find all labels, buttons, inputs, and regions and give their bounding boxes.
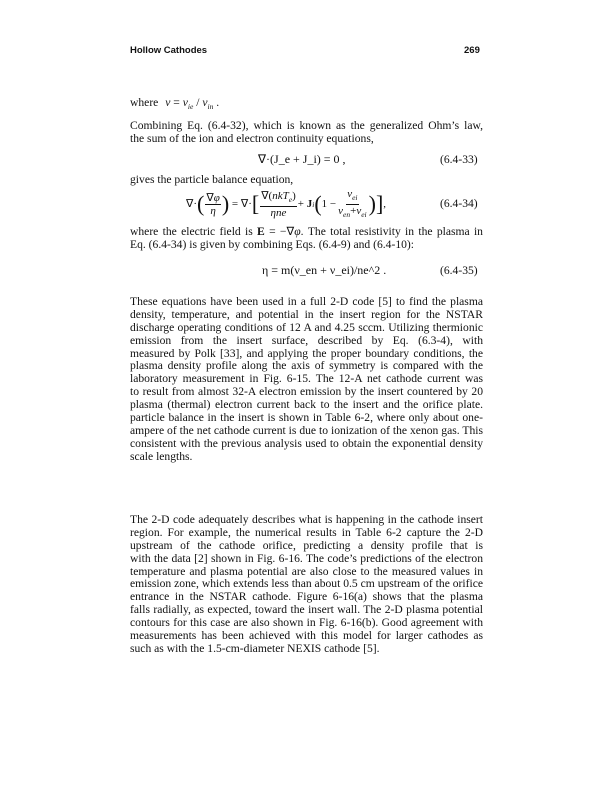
paragraph-2d-code-results	[130, 296, 483, 464]
ohm-paragraph	[130, 120, 483, 146]
text-line: plasma density profile along the axis of symmetry is compared with the	[130, 360, 483, 373]
text-line: where the electric field is E = −∇φ. The total resistivity in the plasma in	[130, 226, 483, 238]
text-line: such as with the 1.5-cm-diameter NEXIS cathode [5].	[130, 642, 380, 655]
equation-6-4-33: ∇·(J_e + J_i) = 0 ,	[258, 152, 346, 166]
gives-line: gives the particle balance equation,	[130, 173, 294, 186]
text-line: with the data [2] shown in Fig. 6-16. The code’s predictions of the electron	[130, 552, 483, 565]
text-line: to result from almost 32-A electron emission by the insert countered by 20	[130, 386, 483, 399]
equation-number: (6.4-35)	[440, 264, 478, 277]
text-line: region. For example, the numerical results in Table 6-2 capture the 2-D	[130, 526, 483, 539]
text-line: The 2-D code adequately describes what is happening in the cathode insert	[130, 514, 483, 526]
text-fragment: . The total resistivity in the plasma in	[300, 226, 483, 238]
text-line: particle balance in the insert is shown in Table 6-2, where only about one-	[130, 412, 483, 425]
text-line: temperature and plasma potential are also close to the measured values in	[130, 565, 483, 578]
text-line: Eq. (6.4-34) is given by combining Eqs. (6.4-9) and (6.4-10):	[130, 238, 414, 251]
text-line: ampere of the net cathode current is due to ionization of the xenon gas. This	[130, 424, 483, 437]
running-header-title: Hollow Cathodes	[130, 45, 208, 56]
text-line: scale lengths.	[130, 450, 193, 463]
text-line: These equations have been used in a full 2-D code [5] to find the plasma	[130, 296, 483, 308]
equation-number: (6.4-34)	[440, 197, 478, 210]
text-line: laboratory measurement in Fig. 6-15. The 12-A net cathode current was	[130, 373, 483, 386]
where-nu-line	[130, 96, 483, 113]
text-line: entrance in the NSTAR cathode. Figure 6-16(a) shows that the plasma	[130, 591, 483, 604]
page-number: 269	[464, 45, 480, 56]
text-line: consistent with the previous analysis used to obtain the exponential density	[130, 437, 483, 450]
text-line: plasma (thermal) electron current back to the insert and the orifice plate.	[130, 399, 483, 412]
paragraph-2d-code-description	[130, 514, 483, 656]
text-line: emission from the insert surface, described by Eq. (6.3-4), with	[130, 334, 483, 347]
nu-definition: $\nu = \nu_{ie} / \nu_{in}$ .	[165, 96, 220, 111]
where-text: where	[130, 96, 159, 109]
text-line: measurements has been achieved with this model for larger cathodes as	[130, 630, 483, 643]
text-line: measured by Polk [33], and applying the proper boundary conditions, the	[130, 347, 483, 360]
field-paragraph	[130, 226, 483, 252]
text-line: density, temperature, and potential in the insert region for the NSTAR	[130, 308, 483, 321]
text-fragment: where the electric field is	[130, 226, 253, 238]
equation-number: (6.4-33)	[440, 153, 478, 166]
text-line: falls radially, as expected, toward the insert wall. The 2-D plasma potential	[130, 604, 483, 617]
text-line: contours for this case are also shown in Fig. 6-16(b). Good agreement with	[130, 617, 483, 630]
equation-6-4-34: ∇· ( $\frac{\nabla\varphi}{\eta}$ ) = ∇· [ $\frac{\nabla(nkT_e)}{\text{ηne}}$ + J i ( 1 − $\frac{\nu_{ei}}{\nu_{en}+\nu_{ei}}$ )] ,	[186, 187, 387, 219]
text-line: emission zone, which extends less than about 0.5 cm upstream of the orifice	[130, 578, 483, 591]
equation-6-4-35: η = m(ν_en + ν_ei)/ne^2 .	[262, 263, 387, 277]
text-line: the sum of the ion and electron continuity equations,	[130, 132, 374, 145]
text-line: Combining Eq. (6.4-32), which is known as the generalized Ohm’s law,	[130, 120, 483, 132]
text-line: upstream of the cathode orifice, predicting a density profile that is	[130, 539, 483, 552]
text-line: discharge operating conditions of 12 A and 4.25 sccm. Utilizing thermionic	[130, 321, 483, 334]
